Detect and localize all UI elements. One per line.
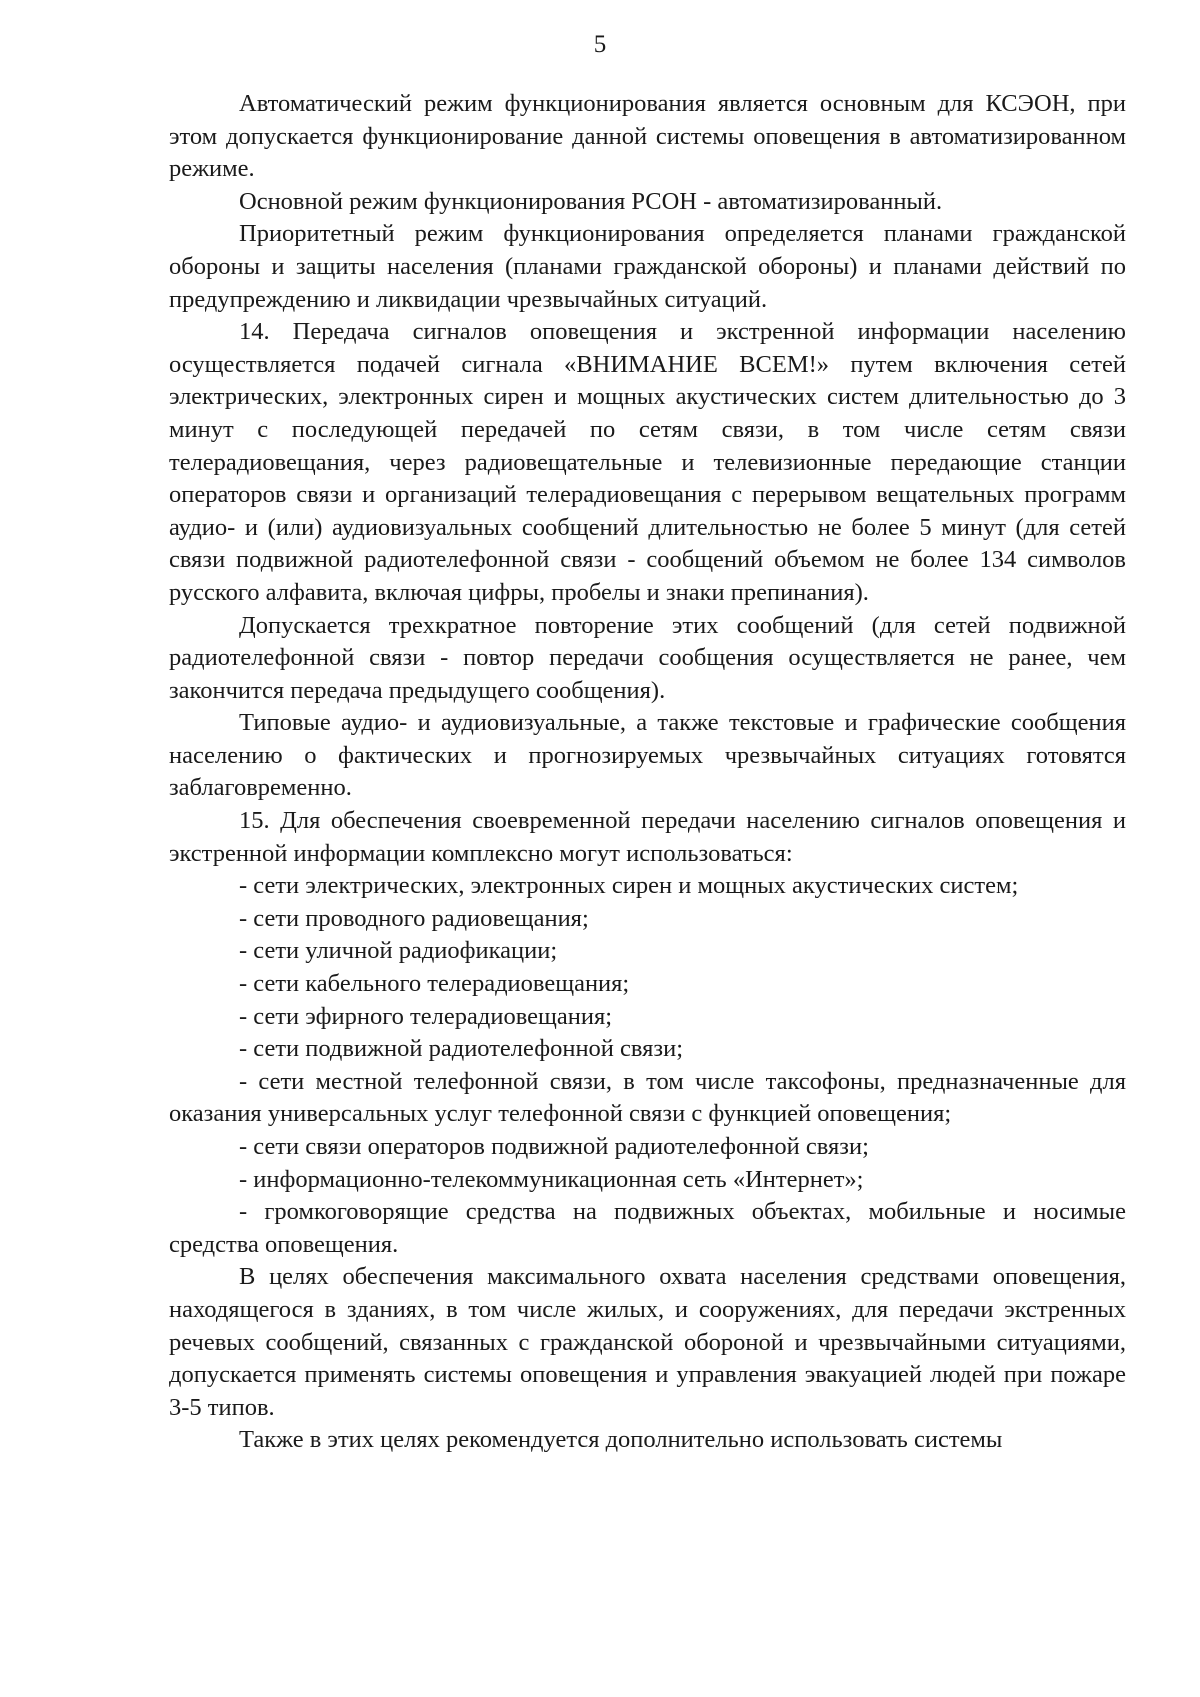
paragraph-typical-messages: Типовые аудио- и аудиовизуальные, а также текстовые и графические сообщения населению о фактических и прогнозируемых чрезвычайных ситуациях готовятся заблаговременно. [169, 709, 1126, 802]
list-item: - сети подвижной радиотелефонной связи; [239, 1035, 684, 1063]
paragraph-priority-mode: Приоритетный режим функционирования определяется планами гражданской обороны и защиты населения (планами гражданской обороны) и планами действий по предупреждению и ликвидации чрезвычайных ситуаций. [169, 220, 1126, 313]
paragraph-item-15: 15. Для обеспечения своевременной передачи населению сигналов оповещения и экстренной информации комплексно могут использоваться: [169, 807, 1126, 867]
list-item: - сети кабельного телерадиовещания; [239, 970, 630, 998]
list-item: - информационно-телекоммуникационная сеть «Интернет»; [239, 1165, 864, 1193]
list-item: - сети связи операторов подвижной радиотелефонной связи; [239, 1133, 869, 1160]
list-item: - сети уличной радиофикации; [239, 937, 558, 965]
list-item: - сети проводного радиовещания; [239, 904, 589, 932]
list-item: - громкоговорящие средства на подвижных объектах, мобильные и носимые средства оповещения. [169, 1198, 1126, 1258]
list-item: - сети эфирного телерадиовещания; [239, 1002, 613, 1030]
list-item: - сети электрических, электронных сирен и мощных акустических систем; [239, 872, 1019, 900]
paragraph-repeat-messages: Допускается трехкратное повторение этих сообщений (для сетей подвижной радиотелефонной связи - повтор передачи сообщения осуществляется не ранее, чем закончится передача предыдущего сообщения). [169, 611, 1126, 704]
paragraph-item-14: 14. Передача сигналов оповещения и экстренной информации населению осуществляется подачей сигнала «ВНИМАНИЕ ВСЕМ!» путем включения сетей электрических, электронных сирен и мощных акустических систем длительностью до 3 минут с последующей передачей по сетям связи, в том числе сетям связи телерадиовещания, через радиовещательные и телевизионные передающие станции операторов связи и организаций телерадиовещания с перерывом вещательных программ аудио- и (или) аудиовизуальных сообщений длительностью не более 5 минут (для сетей связи подвижной радиотелефонной связи - сообщений объемом не более 134 символов русского алфавита, включая цифры, пробелы и знаки препинания). [169, 318, 1126, 606]
paragraph-continuation: Также в этих целях рекомендуется дополнительно использовать системы [239, 1426, 1003, 1454]
document-body [169, 88, 1126, 1457]
page-number: 5 [593, 31, 607, 58]
list-item: - сети местной телефонной связи, в том числе таксофоны, предназначенные для оказания универсальных услуг телефонной связи с функцией оповещения; [169, 1067, 1126, 1128]
paragraph-evacuation-systems: В целях обеспечения максимального охвата населения средствами оповещения, находящегося в зданиях, в том числе жилых, и сооружениях, для передачи экстренных речевых сообщений, связанных с гражданской обороной и чрезвычайными ситуациями, допускается применять системы оповещения и управления эвакуацией людей при пожаре 3-5 типов. [169, 1263, 1126, 1421]
paragraph-rson-mode: Основной режим функционирования РСОН - автоматизированный. [239, 187, 943, 215]
paragraph-automatic-mode: Автоматический режим функционирования является основным для КСЭОН, при этом допускается функционирование данной системы оповещения в автоматизированном режиме. [169, 90, 1126, 183]
